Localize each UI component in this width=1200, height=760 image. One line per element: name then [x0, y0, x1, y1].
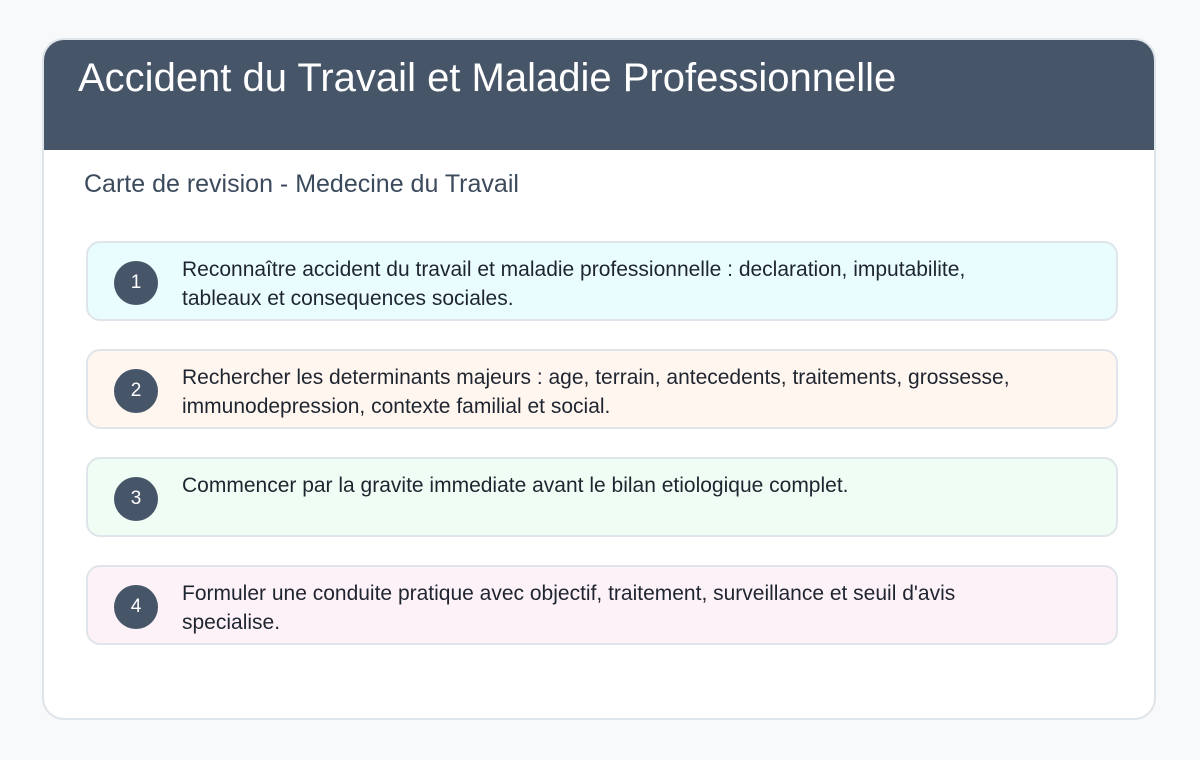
card-subtitle: Carte de revision - Medecine du Travail [84, 170, 519, 198]
card-header [42, 38, 1156, 150]
item-number-badge: 2 [114, 369, 158, 413]
item-text: Rechercher les determinants majeurs : age, terrain, antecedents, traitements, grossesse, immunodepression, contexte familial et social. [182, 366, 1010, 418]
list-item [86, 565, 1118, 645]
item-number-badge: 1 [114, 261, 158, 305]
list-item [86, 241, 1118, 321]
item-number-badge: 4 [114, 585, 158, 629]
list-item [86, 457, 1118, 537]
list-item [86, 349, 1118, 429]
item-number-badge: 3 [114, 477, 158, 521]
page-title: Accident du Travail et Maladie Professionnelle [78, 56, 897, 100]
item-text: Formuler une conduite pratique avec objectif, traitement, surveillance et seuil d'avis specialise. [182, 582, 956, 634]
item-text: Commencer par la gravite immediate avant le bilan etiologique complet. [182, 474, 849, 497]
item-text: Reconnaître accident du travail et maladie professionnelle : declaration, imputabilite, tableaux et consequences sociales. [182, 258, 966, 310]
revision-card [42, 38, 1156, 720]
